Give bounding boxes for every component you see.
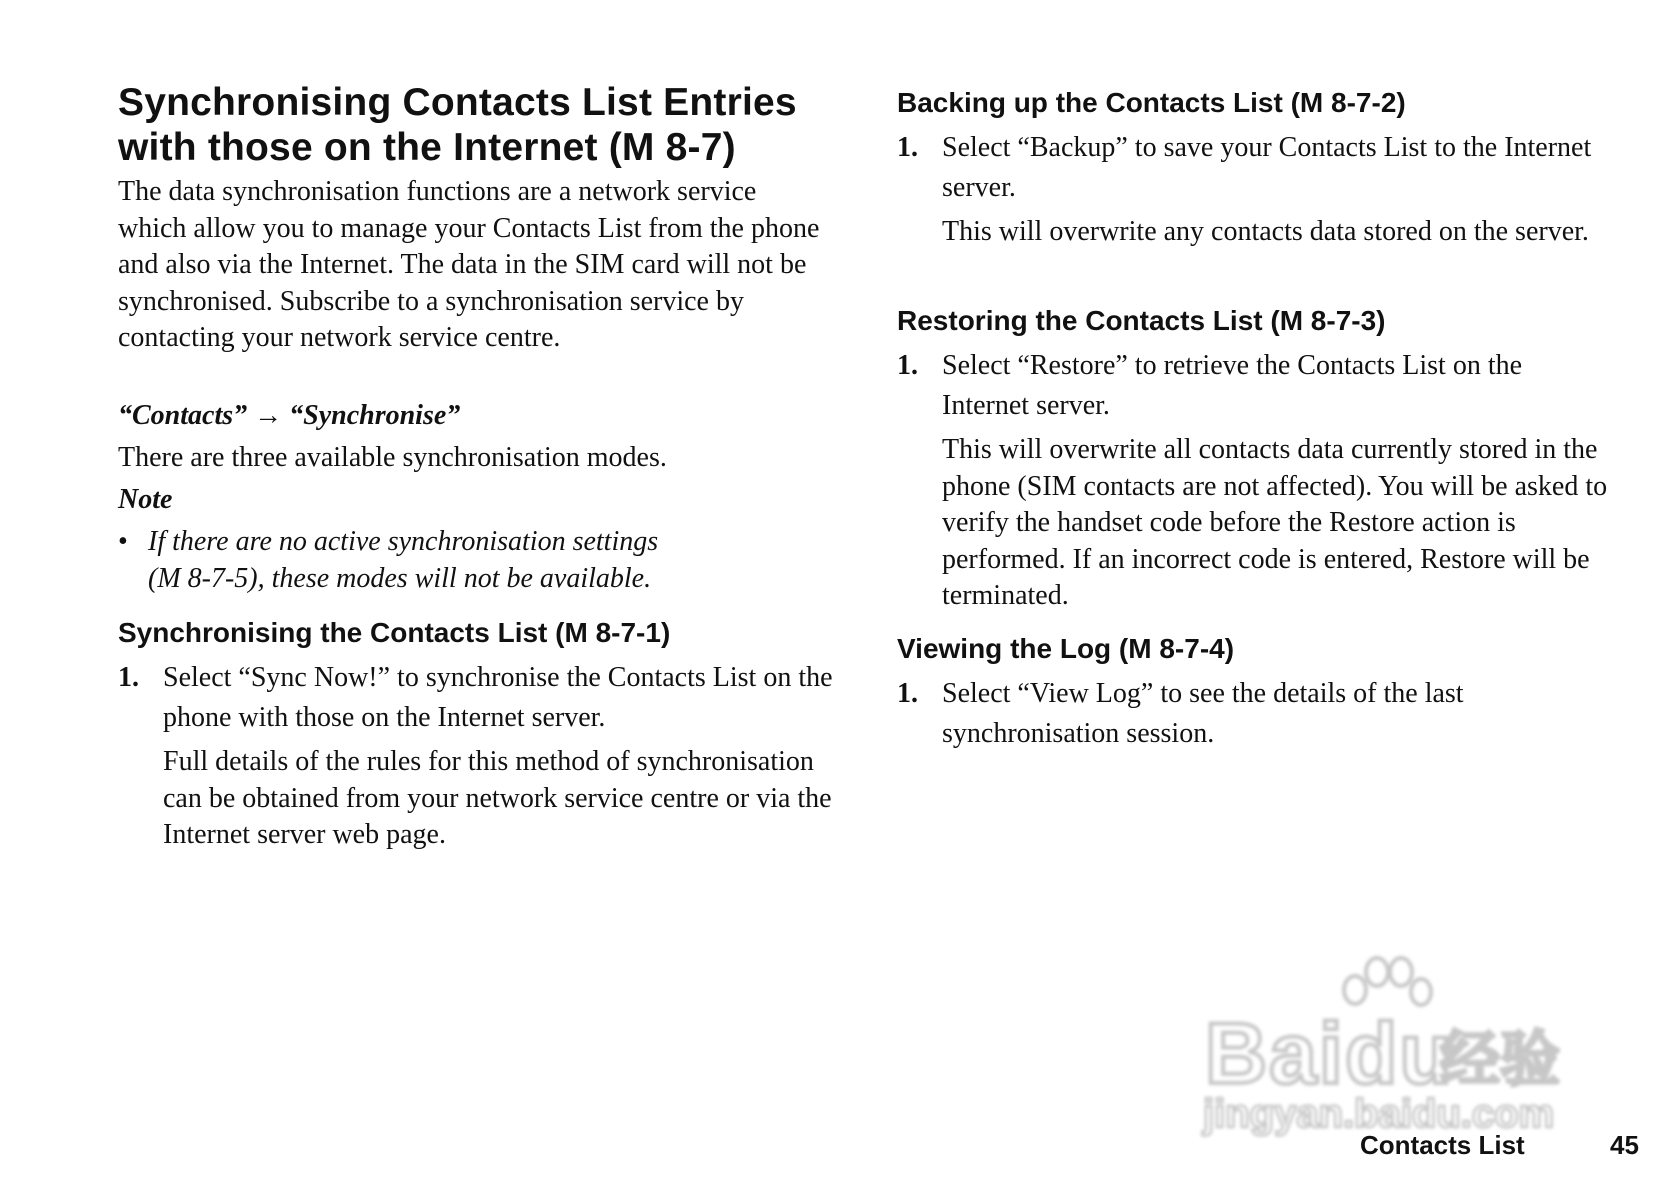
page-title (118, 80, 797, 170)
title-line-1: Synchronising Contacts List Entries (118, 81, 797, 124)
step-number: 1. (897, 350, 918, 381)
baidu-watermark (1195, 950, 1605, 1140)
note-text (148, 524, 808, 597)
note-line-2: (M 8-7-5), these modes will not be available. (148, 562, 652, 594)
step-number: 1. (897, 132, 918, 163)
note-line-1: If there are no active synchronisation settings (148, 526, 659, 557)
note-label: Note (118, 484, 173, 515)
title-line-2: with those on the Internet (118, 126, 598, 169)
step-number: 1. (118, 662, 139, 693)
backup-heading: Backing up the Contacts List (M 8-7-2) (897, 87, 1406, 118)
sync-heading: Synchronising the Contacts List (M 8-7-1) (118, 617, 671, 648)
sync-detail: Full details of the rules for this method of synchronisation can be obtained from your network service centre or via the Internet server web page. (163, 746, 832, 850)
page-number: 45 (1610, 1130, 1639, 1160)
bullet-icon: • (118, 526, 128, 557)
log-heading: Viewing the Log (M 8-7-4) (897, 633, 1235, 664)
step-text: Select “Sync Now!” to synchronise the Contacts List on the phone with those on the Internet server. (163, 662, 833, 733)
modes-text: There are three available synchronisation modes. (118, 442, 667, 473)
intro-paragraph: The data synchronisation functions are a network service which allow you to manage your Contacts List from the phone and also via the Internet. The data in the SIM card will not be synchronised. Subscribe to a synchronisation service by contacting your network service centre. (118, 176, 820, 353)
step-number: 1. (897, 678, 918, 709)
title-menu-ref: (M 8-7) (608, 126, 736, 169)
watermark-url: jingyan.baidu.com (1203, 1092, 1555, 1136)
backup-detail: This will overwrite any contacts data stored on the server. (942, 216, 1589, 247)
step-text: Select “Backup” to save your Contacts List to the Internet server. (942, 132, 1592, 203)
footer-section-title: Contacts List (1360, 1130, 1525, 1160)
step-text: Select “View Log” to see the details of the last synchronisation session. (942, 678, 1464, 749)
watermark-brand: Baidu (1205, 1006, 1454, 1102)
watermark-cn: 经验 (1440, 1025, 1560, 1095)
menu-path: “Contacts” → “Synchronise” (118, 400, 461, 431)
step-text: Select “Restore” to retrieve the Contacts List on the Internet server. (942, 350, 1523, 421)
restore-detail: This will overwrite all contacts data currently stored in the phone (SIM contacts are not affected). You will be asked to verify the handset code before the Restore action is performed. If an incorrect code is entered, Restore will be terminated. (942, 434, 1608, 611)
restore-heading: Restoring the Contacts List (M 8-7-3) (897, 305, 1386, 336)
